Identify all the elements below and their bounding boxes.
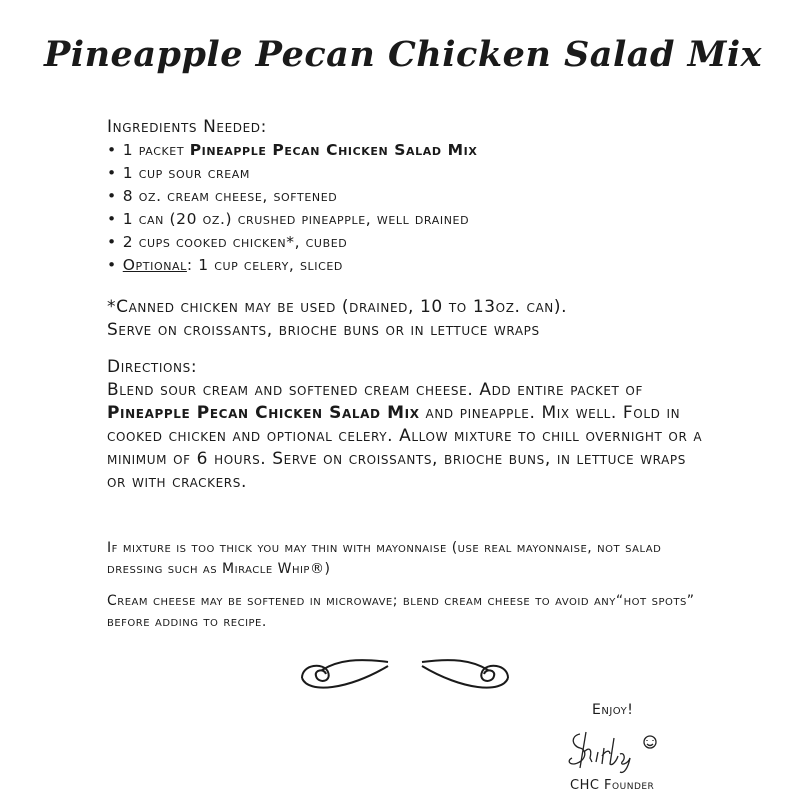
ingredient-item	[107, 162, 707, 185]
ingredient-item	[107, 185, 707, 208]
ingredient-item	[107, 139, 707, 162]
tip-text: Cream cheese may be softened in microwave; blend cream cheese to avoid any“hot spots” before adding to recipe.	[107, 593, 695, 630]
note-line: Serve on croissants, brioche buns or in lettuce wraps	[107, 320, 540, 340]
bullet-icon: •	[107, 256, 117, 274]
signature-icon	[566, 728, 662, 778]
enjoy-text: Enjoy!	[592, 702, 634, 718]
ingredient-text: 2 cups cooked chicken*, cubed	[122, 233, 348, 251]
canned-chicken-note	[107, 296, 707, 342]
optional-label: Optional	[122, 256, 187, 274]
directions-text-part: Blend sour cream and softened cream cheese. Add entire packet of	[107, 380, 643, 400]
note-line: *Canned chicken may be used (drained, 10 to 13oz. can).	[107, 297, 568, 317]
bullet-icon: •	[107, 187, 117, 205]
ingredient-text: 1 cup sour cream	[122, 164, 250, 182]
page-title: Pineapple Pecan Chicken Salad Mix	[43, 34, 763, 75]
ingredient-item	[107, 208, 707, 231]
directions-section	[107, 356, 707, 494]
ingredient-item	[107, 231, 707, 254]
product-name: Pineapple Pecan Chicken Salad Mix	[189, 141, 478, 159]
bullet-icon: •	[107, 233, 117, 251]
directions-text	[107, 379, 707, 494]
bullet-icon: •	[107, 210, 117, 228]
ingredient-text: 8 oz. cream cheese, softened	[122, 187, 338, 205]
tip-thinning	[107, 538, 707, 580]
ingredients-section	[107, 116, 707, 277]
product-name: Pineapple Pecan Chicken Salad Mix	[107, 403, 420, 423]
founder-text: CHC Founder	[570, 778, 655, 793]
ingredient-text: : 1 cup celery, sliced	[186, 256, 343, 274]
ingredients-list	[107, 139, 707, 277]
flourish-ornament-icon	[298, 650, 512, 696]
ingredient-item	[107, 254, 707, 277]
tip-softening	[107, 591, 707, 633]
ingredient-text: 1 can (20 oz.) crushed pineapple, well drained	[122, 210, 470, 228]
ingredient-text: 1 packet	[122, 141, 190, 159]
directions-text-part: and pineapple. Mix well. Fold in cooked chicken and optional celery. Allow mixture to chill overnight or a minimum of 6 hours. Serve on croissants, brioche buns, in lettuce wraps or with crackers.	[107, 403, 703, 492]
bullet-icon: •	[107, 164, 117, 182]
bullet-icon: •	[107, 141, 117, 159]
tip-text: If mixture is too thick you may thin with mayonnaise (use real mayonnaise, not salad dressing such as Miracle Whip®)	[107, 540, 662, 577]
ingredients-heading: Ingredients Needed:	[107, 117, 267, 137]
directions-heading: Directions:	[107, 357, 198, 377]
